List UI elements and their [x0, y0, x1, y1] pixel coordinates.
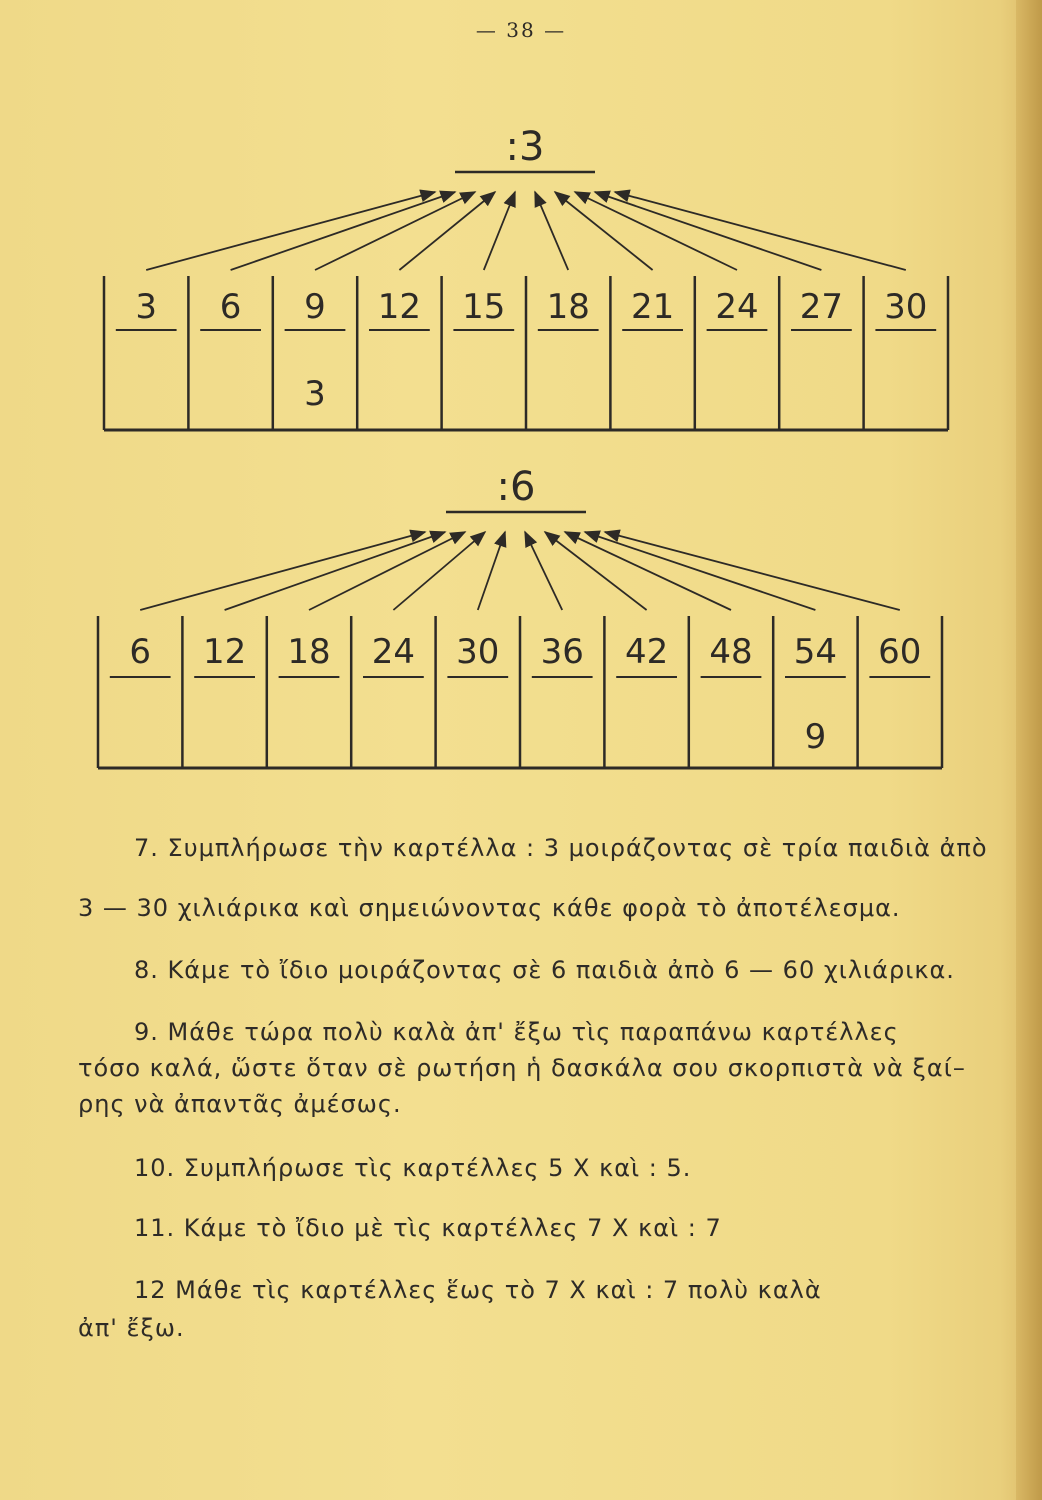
cell-dividend: 12 — [202, 632, 247, 672]
exercise-12-line-1: 12 Μάθε τὶς καρτέλλες ἕως τὸ 7 Χ καὶ : 7 πολὺ καλὰ — [134, 1276, 822, 1304]
cell-dividend: 60 — [878, 632, 922, 672]
cell-result: 9 — [804, 717, 827, 757]
cell-dividend: 27 — [799, 287, 844, 327]
cell-dividend: 21 — [630, 287, 675, 327]
cell-dividend: 24 — [715, 287, 759, 327]
cell-dividend: 18 — [287, 632, 331, 672]
exercise-7-line-1: 7. Συμπλήρωσε τὴν καρτέλλα : 3 μοιράζοντας σὲ τρία παιδιὰ ἀπὸ — [134, 834, 988, 862]
cell-dividend: 9 — [304, 287, 326, 327]
exercise-8: 8. Κάμε τὸ ἴδιο μοιράζοντας σὲ 6 παιδιὰ ἀπὸ 6 — 60 χιλιάρικα. — [134, 956, 955, 984]
arrow-to-divisor — [525, 532, 562, 610]
cell-dividend: 24 — [371, 632, 416, 672]
card-title: :6 — [496, 464, 536, 510]
cell-dividend: 6 — [129, 632, 152, 672]
exercise-9-line-3: ρης νὰ ἀπαντᾶς ἀμέσως. — [78, 1090, 402, 1118]
cell-dividend: 42 — [624, 632, 669, 672]
exercise-11: 11. Κάμε τὸ ἴδιο μὲ τὶς καρτέλλες 7 Χ καὶ : 7 — [134, 1214, 722, 1242]
division-card-1 — [104, 124, 948, 430]
cell-dividend: 30 — [456, 632, 500, 672]
arrow-to-divisor — [545, 532, 647, 610]
arrow-to-divisor — [225, 532, 445, 610]
arrow-to-divisor — [140, 532, 425, 610]
page-number: — 38 — — [475, 18, 567, 42]
division-card-2 — [98, 464, 942, 768]
arrow-to-divisor — [595, 192, 821, 270]
exercise-10: 10. Συμπλήρωσε τὶς καρτέλλες 5 Χ καὶ : 5. — [134, 1154, 692, 1182]
cell-dividend: 6 — [219, 287, 242, 327]
cell-dividend: 18 — [546, 287, 590, 327]
cell-dividend: 54 — [793, 632, 838, 672]
exercise-9-line-1: 9. Μάθε τώρα πολὺ καλὰ ἀπ' ἔξω τὶς παραπάνω καρτέλλες — [134, 1018, 899, 1046]
arrow-to-divisor — [399, 192, 495, 270]
card-title: :3 — [505, 124, 545, 170]
cell-dividend: 30 — [884, 287, 928, 327]
exercise-7-line-2: 3 — 30 χιλιάρικα καὶ σημειώνοντας κάθε φορὰ τὸ ἀποτέλεσμα. — [78, 894, 901, 922]
arrow-to-divisor — [555, 192, 653, 270]
cell-dividend: 3 — [135, 287, 158, 327]
exercise-9-line-2: τόσο καλά, ὥστε ὅταν σὲ ρωτήση ἡ δασκάλα σου σκορπιστὰ νὰ ξαί– — [78, 1054, 966, 1082]
arrow-to-divisor — [615, 192, 906, 270]
arrow-to-divisor — [231, 192, 455, 270]
arrow-to-divisor — [478, 532, 505, 610]
cell-dividend: 36 — [540, 632, 584, 672]
arrow-to-divisor — [535, 192, 568, 270]
cell-dividend: 48 — [709, 632, 753, 672]
cell-dividend: 15 — [462, 287, 506, 327]
arrow-to-divisor — [585, 532, 815, 610]
cell-result: 3 — [304, 374, 326, 414]
arrow-to-divisor — [146, 192, 435, 270]
arrow-to-divisor — [484, 192, 515, 270]
cell-dividend: 12 — [377, 287, 422, 327]
arrow-to-divisor — [393, 532, 485, 610]
exercise-12-line-2: ἀπ' ἔξω. — [78, 1314, 185, 1342]
